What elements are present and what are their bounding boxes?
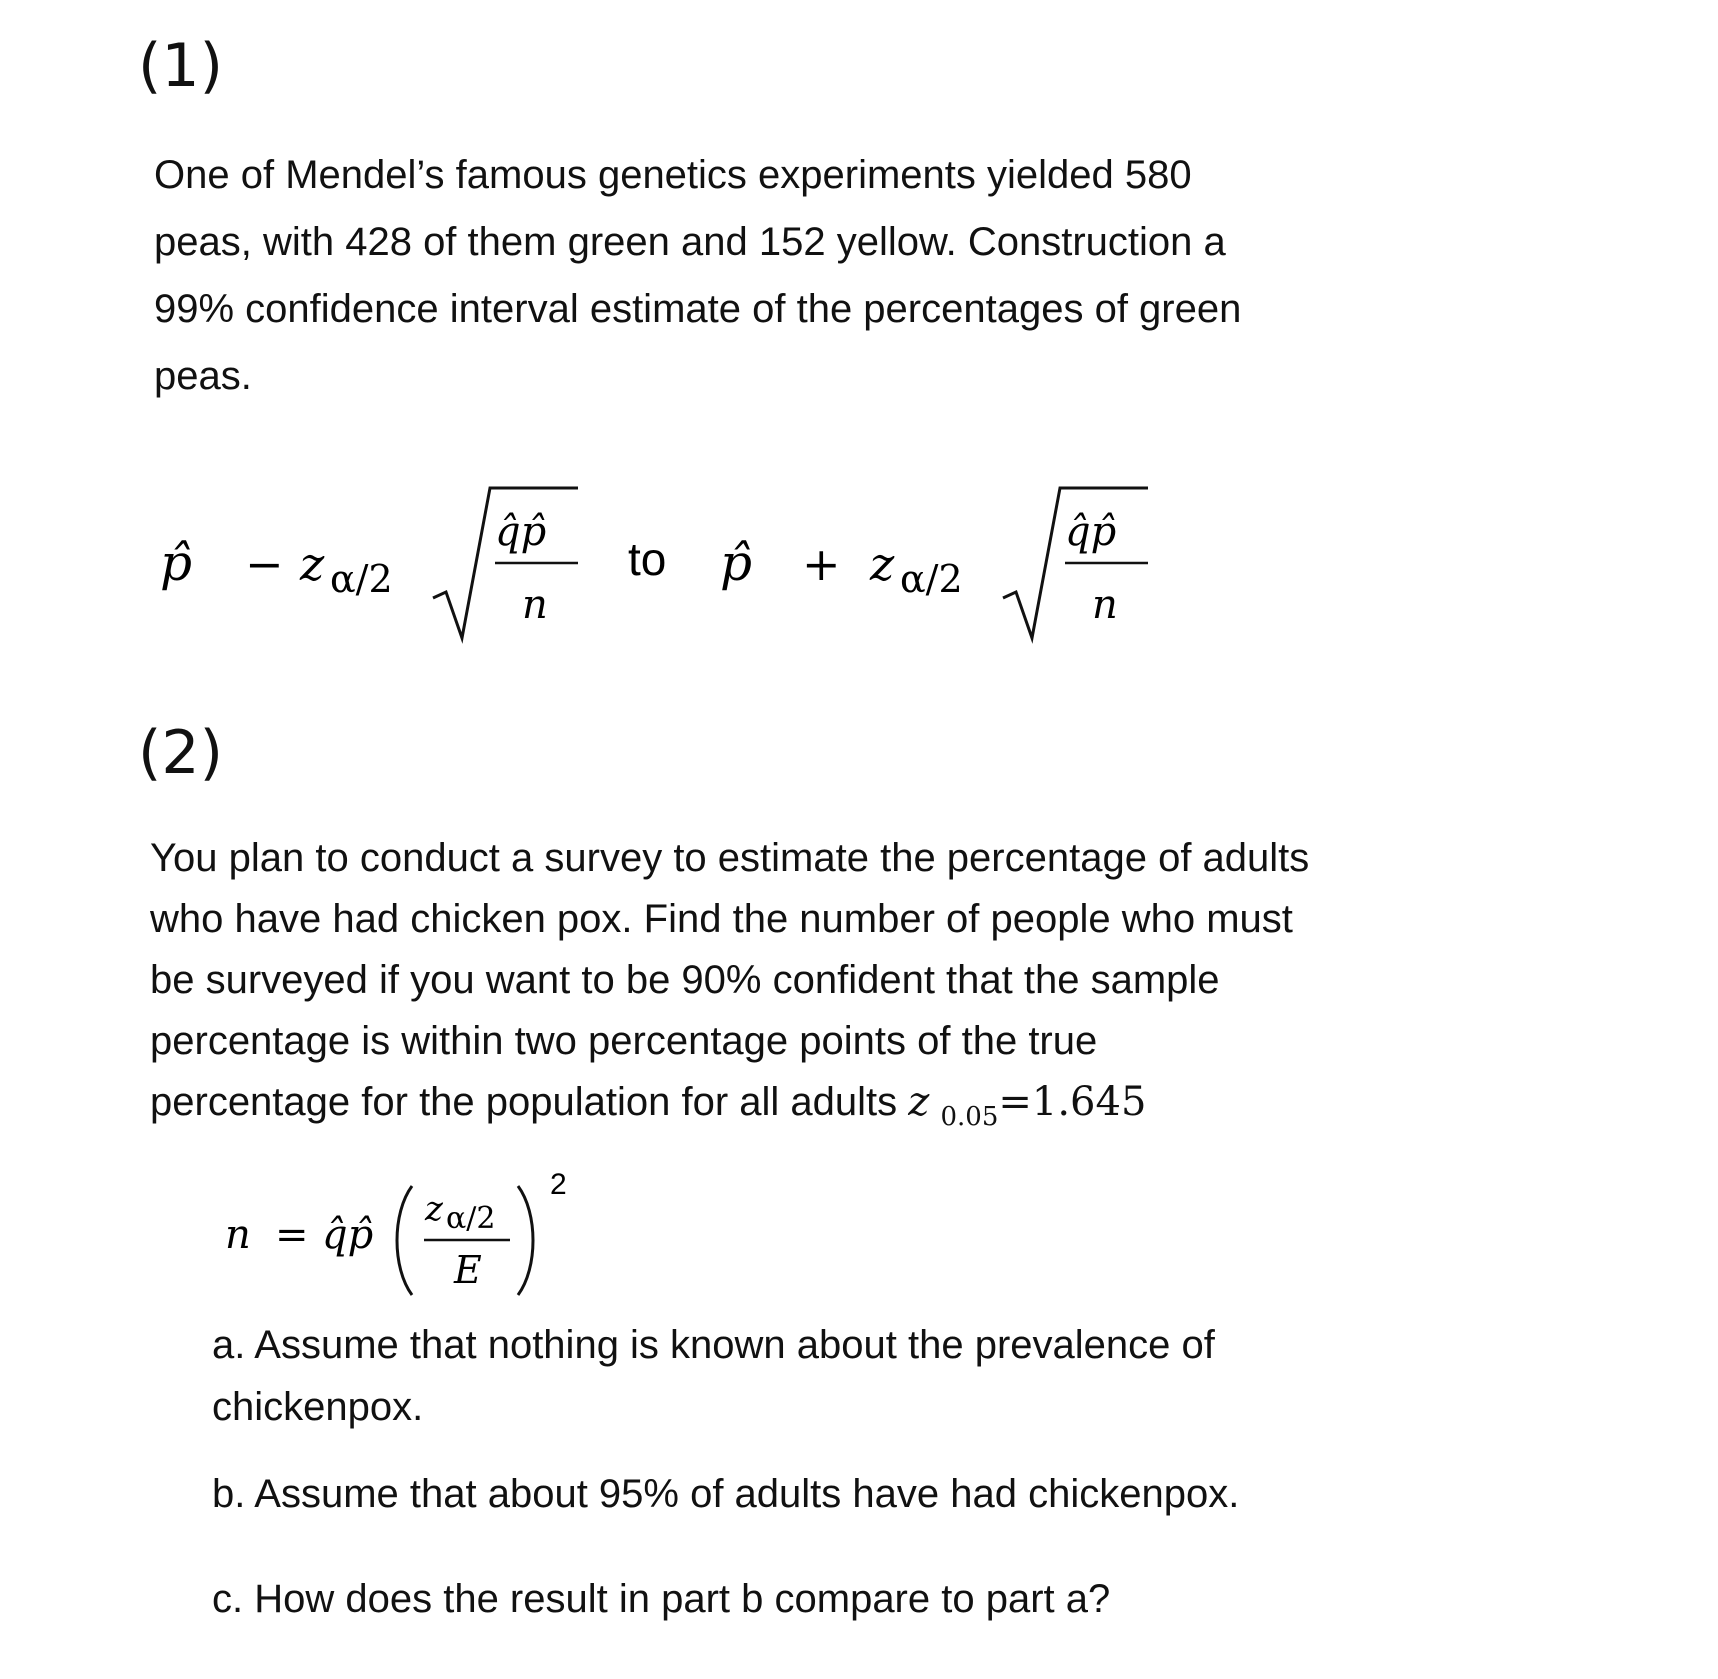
question-2-line-text: percentage for the population for all adults bbox=[150, 1080, 909, 1124]
formula-exponent: 2 bbox=[550, 1168, 567, 1201]
formula-z-subscript: α/2 bbox=[330, 557, 393, 601]
formula-E: E bbox=[454, 1248, 482, 1292]
question-1-line: peas, with 428 of them green and 152 yellow. Construction a bbox=[154, 220, 1226, 264]
formula-to: to bbox=[628, 533, 667, 585]
formula-p-hat: p̂ bbox=[160, 534, 193, 592]
formula-denominator: n bbox=[1092, 582, 1118, 628]
question-2-text bbox=[150, 828, 1670, 1138]
formula-p-hat: p̂ bbox=[720, 534, 753, 592]
question-1-line: 99% confidence interval estimate of the percentages of green bbox=[154, 287, 1242, 331]
formula-z: z bbox=[870, 537, 895, 591]
question-1-line: peas. bbox=[154, 354, 252, 398]
formula-z-subscript: α/2 bbox=[446, 1201, 496, 1236]
question-2-line: percentage is within two percentage points of the true bbox=[150, 1019, 1098, 1063]
question-2-line-last bbox=[150, 1072, 1670, 1138]
formula-n: n bbox=[225, 1212, 251, 1258]
question-2-label: (2) bbox=[138, 718, 223, 788]
formula-equals: = bbox=[275, 1212, 309, 1258]
part-c: c. How does the result in part b compare to part a? bbox=[212, 1577, 1111, 1621]
z-symbol: z bbox=[908, 1079, 930, 1125]
part-b: b. Assume that about 95% of adults have had chickenpox. bbox=[212, 1472, 1240, 1516]
part-a-line: chickenpox. bbox=[212, 1385, 424, 1429]
question-2-line: be surveyed if you want to be 90% confident that the sample bbox=[150, 958, 1220, 1002]
formula-right-paren bbox=[518, 1186, 533, 1295]
formula-minus: − bbox=[245, 537, 284, 591]
formula-z: z bbox=[425, 1189, 443, 1229]
formula-qp: q̂p̂ bbox=[322, 1212, 374, 1258]
formula-z: z bbox=[300, 537, 325, 591]
formula-numerator: q̂p̂ bbox=[1065, 509, 1117, 555]
formula-left-paren bbox=[397, 1186, 412, 1295]
formula-z-subscript: α/2 bbox=[900, 557, 963, 601]
question-2-line: You plan to conduct a survey to estimate the percentage of adults bbox=[150, 836, 1310, 880]
part-a-line: a. Assume that nothing is known about the prevalence of bbox=[212, 1323, 1215, 1367]
question-1-label: (1) bbox=[138, 31, 223, 101]
z-value: =1.645 bbox=[998, 1079, 1147, 1125]
formula-plus: + bbox=[802, 537, 841, 591]
confidence-interval-formula bbox=[150, 470, 1170, 650]
part-a bbox=[212, 1314, 1612, 1438]
z-subscript: 0.05 bbox=[940, 1102, 999, 1132]
question-1-text bbox=[154, 142, 1634, 410]
question-2-line: who have had chicken pox. Find the number of people who must bbox=[150, 897, 1293, 941]
formula-numerator: q̂p̂ bbox=[495, 509, 547, 555]
question-1-line: One of Mendel’s famous genetics experiments yielded 580 bbox=[154, 153, 1192, 197]
sample-size-formula bbox=[220, 1158, 600, 1308]
formula-denominator: n bbox=[522, 582, 548, 628]
